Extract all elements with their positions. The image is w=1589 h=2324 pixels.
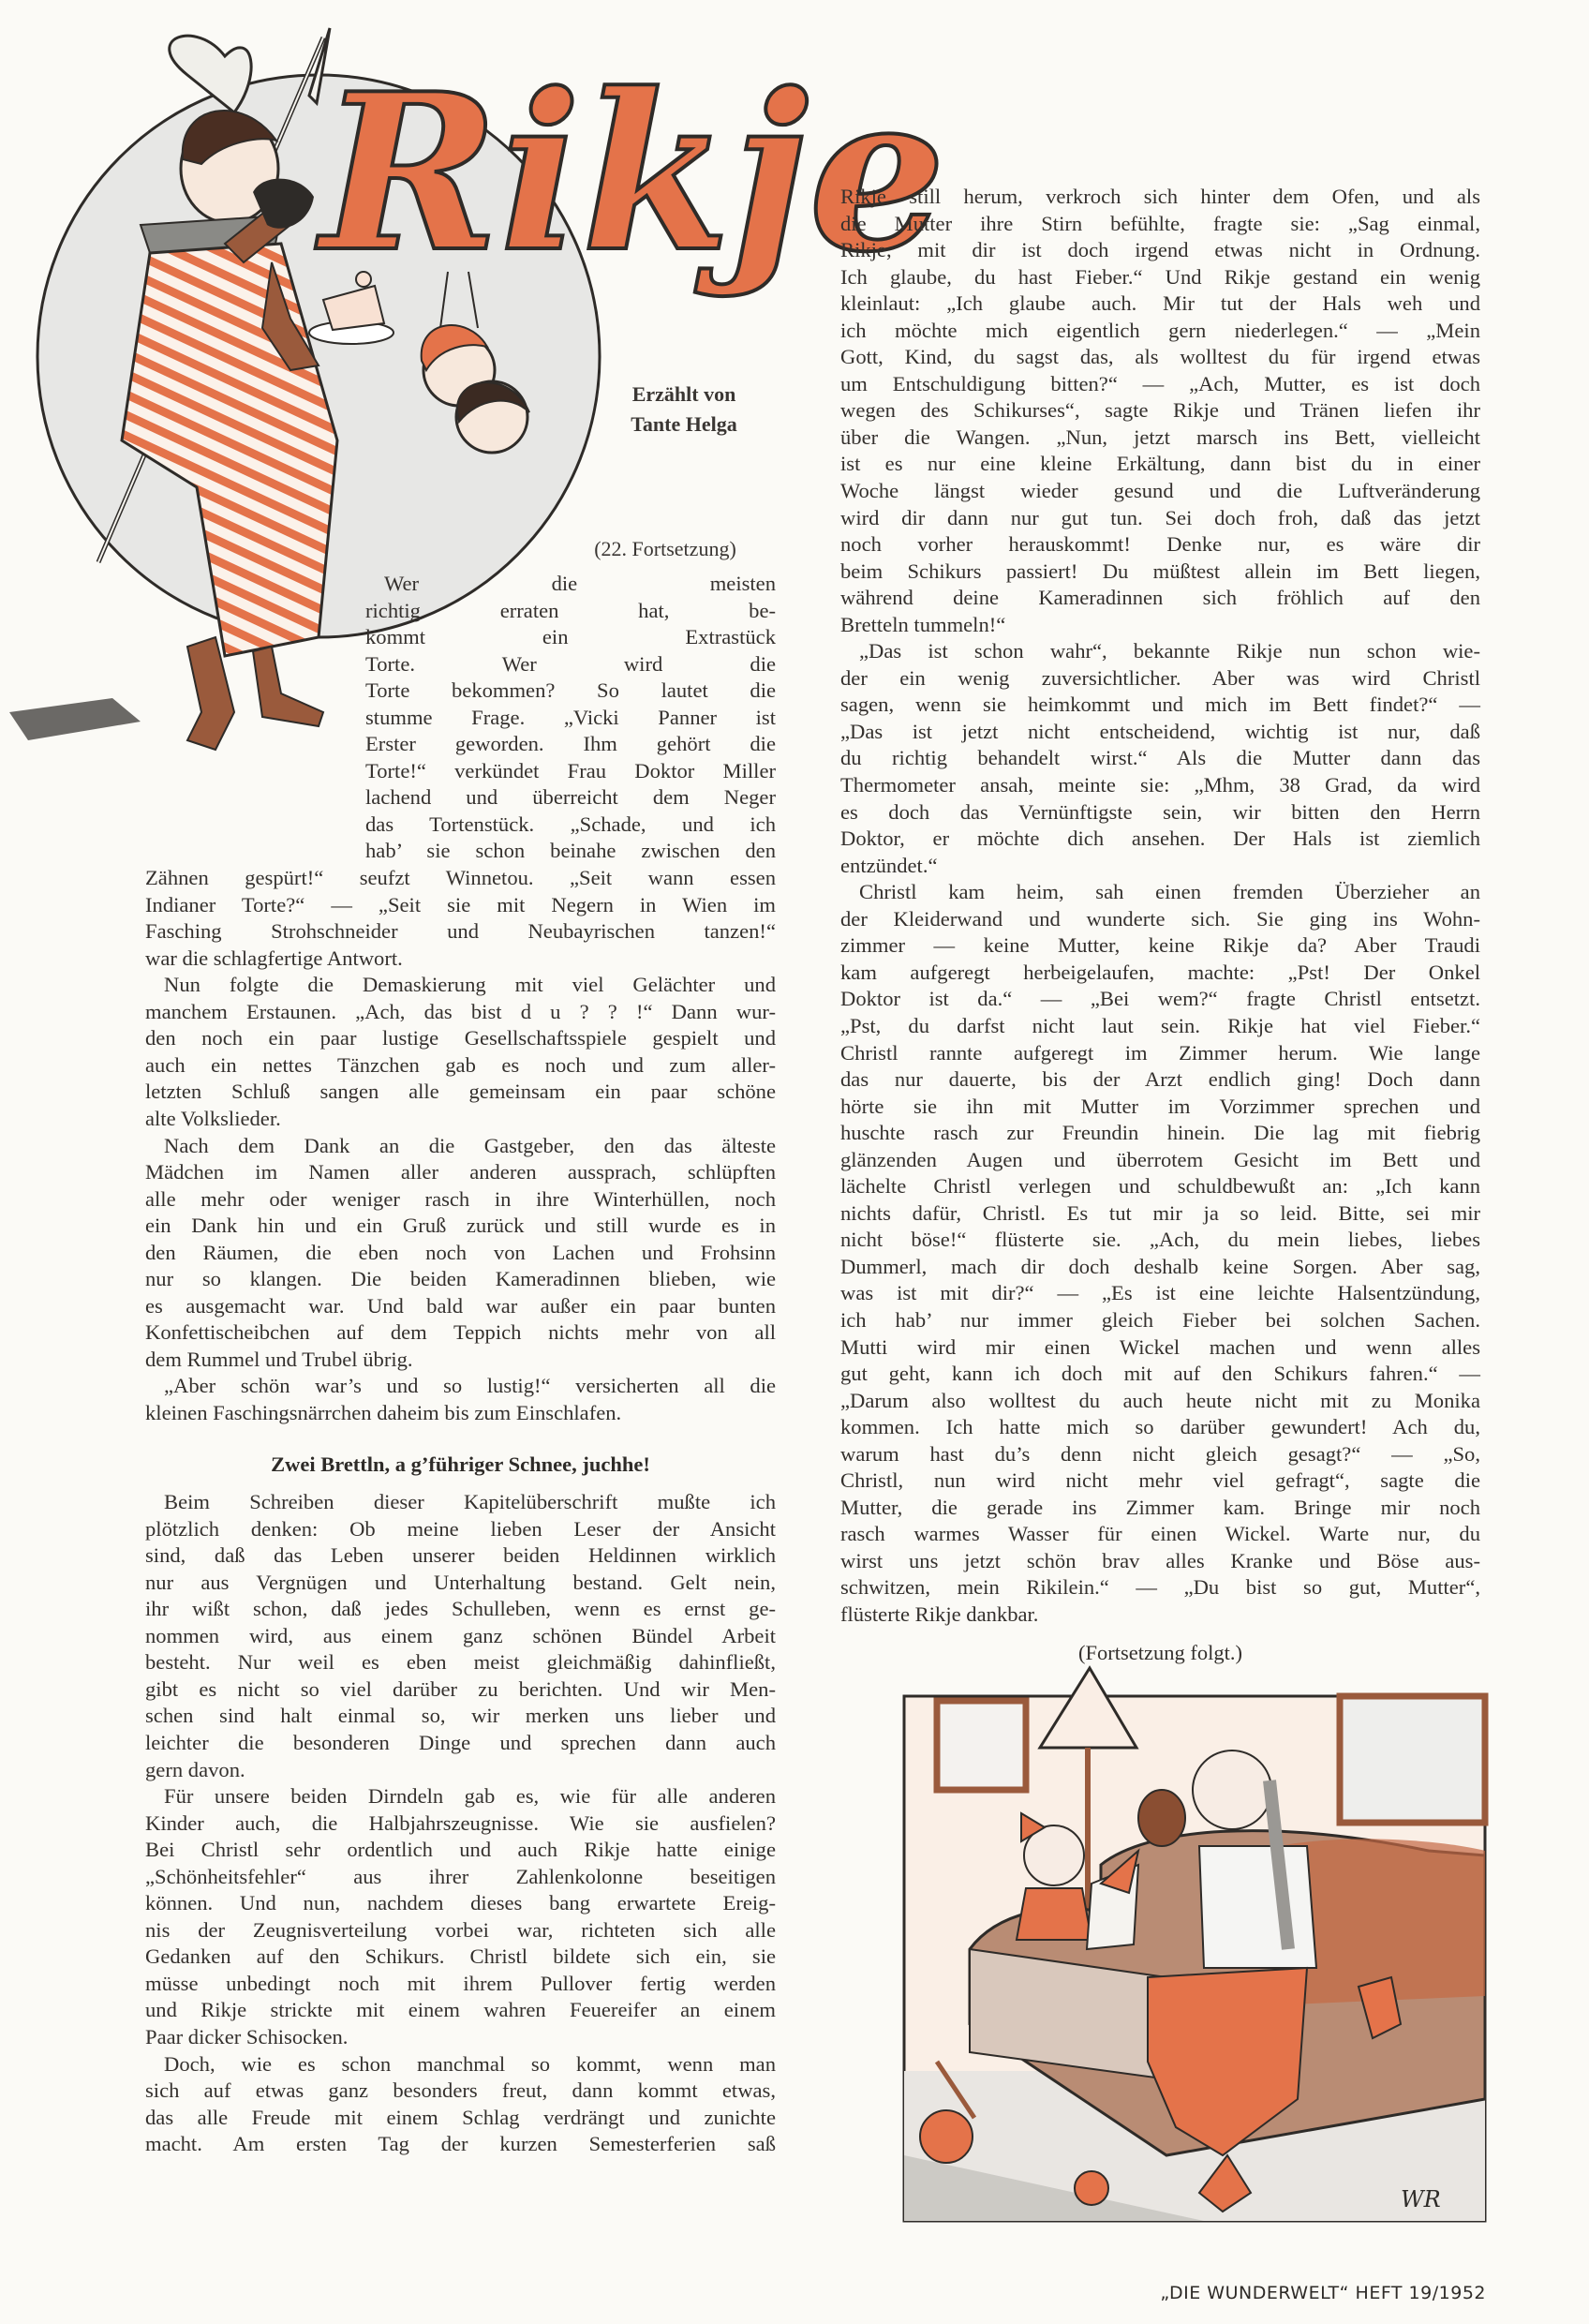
text-line: Zähnen gespürt!“ seufzt Winnetou. „Seit wann essen — [145, 866, 776, 890]
text-line: kommen. Ich hatte mich so darüber gewundert! Ach du, — [840, 1415, 1480, 1439]
text-line: Doch, wie es schon manchmal so kommt, wenn man — [164, 2051, 776, 2076]
paragraph — [145, 1373, 776, 1426]
right-paragraphs — [840, 184, 1480, 1629]
left-column — [145, 865, 776, 2158]
text-line: sagen, wenn sie heimkommt und mich im Bett findet?“ — — [840, 693, 1480, 717]
text-line: richtig erraten hat, be- — [365, 598, 776, 622]
text-line: Erster geworden. Ihm gehört die — [365, 732, 776, 756]
text-line: Gott, Kind, du sagst das, als wolltest du für irgend etwas — [840, 345, 1480, 369]
text-line: zimmer — keine Mutter, keine Rikje da? Aber Traudi — [840, 933, 1480, 958]
to-be-continued: (Fortsetzung folgt.) — [1078, 1640, 1242, 1664]
text-line: Konfettischeibchen auf dem Teppich nichts mehr von all — [145, 1320, 776, 1345]
text-line: Bretteln tummeln!“ — [840, 612, 1006, 636]
text-line: auch ein nettes Tänzchen gab es noch und zum aller- — [145, 1052, 776, 1077]
paragraph — [145, 972, 776, 1132]
text-line: manchem Erstaunen. „Ach, das bist d u ? ? !“ Dann wur- — [145, 999, 776, 1023]
text-line: noch vorher herauskommt! Denke nur, es wäre dir — [840, 532, 1480, 557]
text-line: hörte sie ihn mit Mutter im Vorzimmer sprechen und — [840, 1094, 1480, 1118]
text-line: glänzenden Augen und überrotem Gesicht im Bett und — [840, 1147, 1480, 1171]
text-line: das nur dauerte, bis der Arzt endlich ging! Doch dann — [840, 1067, 1480, 1092]
paragraph — [145, 865, 776, 972]
text-line: Indianer Torte?“ — „Seit sie mit Negern in Wien im — [145, 892, 776, 916]
text-line: Christl, nun wird nicht mehr viel gefragt“, sagte die — [840, 1468, 1480, 1493]
artist-signature: WR — [1401, 2186, 1441, 2212]
text-line: um Entschuldigung bitten?“ — „Ach, Mutter, es ist doch — [840, 371, 1480, 395]
text-line: du richtig behandelt wirst.“ Als die Mutter dann das — [840, 746, 1480, 770]
text-line: huschte rasch zur Freundin hinein. Die lag mit fiebrig — [840, 1121, 1480, 1145]
text-line: Torte!“ verkündet Frau Doktor Miller — [365, 758, 776, 782]
paragraph — [145, 1489, 776, 1783]
text-line: gern davon. — [145, 1757, 245, 1781]
text-line: nicht böse!“ flüsterte sie. „Ach, du mein liebes, liebes — [840, 1228, 1480, 1252]
text-line: Mutter, die gerade ins Zimmer kam. Bringe mir noch — [840, 1495, 1480, 1519]
chapter-paragraphs — [145, 1489, 776, 2158]
chapter-heading: Zwei Brettln, a g’führiger Schnee, juchhe! — [271, 1452, 650, 1476]
text-line: während deine Kameradinnen sich fröhlich auf den — [840, 586, 1480, 610]
text-line: und Rikje strickte mit einem wahren Feuereifer an einem — [145, 1998, 776, 2022]
lead-text-narrow — [365, 571, 776, 678]
text-line: über die Wangen. „Nun, jetzt marsch ins Bett, vielleicht — [840, 425, 1480, 449]
text-line: hab’ sie schon beinahe zwischen den — [365, 839, 776, 863]
text-line: Torte. Wer wird die — [365, 651, 776, 676]
text-line: das Tortenstück. „Schade, und ich — [365, 812, 776, 836]
text-line: macht. Am ersten Tag der kurzen Semesterferien saß — [145, 2132, 776, 2156]
text-line: ich hab’ nur immer gleich Fieber bei solchen Sachen. — [840, 1307, 1480, 1332]
text-line: „Aber schön war’s und so lustig!“ versicherten all die — [164, 1374, 776, 1398]
text-line: warum hast du’s denn nicht gleich gesagt?“ — „So, — [840, 1441, 1480, 1466]
text-line: „Darum also wolltest du auch heute nicht mit zu Monika — [840, 1388, 1480, 1412]
text-line: schen sind halt einmal so, wir merken uns lieber und — [145, 1704, 776, 1728]
paragraph — [840, 184, 1480, 638]
text-line: Nach dem Dank an die Gastgeber, den das älteste — [164, 1133, 776, 1157]
text-line: war die schlagfertige Antwort. — [145, 946, 403, 970]
byline-author: Tante Helga — [631, 412, 737, 436]
room-illustration-svg — [867, 1668, 1490, 2230]
paragraph — [840, 879, 1480, 1628]
text-line: Doktor, er möchte dich ansehen. Der Hals ist ziemlich — [840, 827, 1480, 851]
text-line: kleinen Faschingsnärrchen daheim bis zum Einschlafen. — [145, 1400, 622, 1424]
wall-picture-left — [937, 1701, 1026, 1790]
publication-footer: „DIE WUNDERWELT“ HEFT 19/1952 — [1160, 2283, 1486, 2303]
text-line: beim Schikurs passiert! Du müßtest allein im Bett liegen, — [840, 559, 1480, 583]
text-line: besteht. Nur weil es eben meist gleichmäßig dahinfließt, — [145, 1650, 776, 1675]
text-line: der Kleiderwand und wunderte sich. Sie ging ins Wohn- — [840, 906, 1480, 931]
text-line: können. Und nun, nachdem dieses bang erwartete Ereig- — [145, 1891, 776, 1915]
text-line: Ich glaube, du hast Fieber.“ Und Rikje gestand ein wenig — [840, 264, 1480, 289]
text-line: Beim Schreiben dieser Kapitelüberschrift mußte ich — [164, 1490, 776, 1514]
text-line: alle mehr oder weniger rasch in ihre Winterhüllen, noch — [145, 1186, 776, 1211]
teddy-bear-icon — [1138, 1790, 1185, 1846]
text-line: den Räumen, die eben noch von Lachen und Frohsinn — [145, 1240, 776, 1264]
text-line: Christl kam heim, sah einen fremden Überzieher an — [859, 880, 1480, 904]
byline-line-1: Erzählt von — [631, 382, 736, 406]
text-line: es ausgemacht war. Und bald war außer ein paar bunten — [145, 1293, 776, 1318]
text-line: sich auf etwas ganz besonders freut, dann kommt etwas, — [145, 2078, 776, 2103]
text-line: alte Volkslieder. — [145, 1106, 281, 1130]
text-line: Rikje, mit dir ist doch irgend etwas nicht in Ordnung. — [840, 238, 1480, 262]
text-line: Kinder auch, die Halbjahrszeugnisse. Wie sie ausfielen? — [145, 1810, 776, 1835]
text-line: „Pst, du darfst nicht laut sein. Rikje hat viel Fieber.“ — [840, 1013, 1480, 1037]
text-line: gibt es nicht so viel darüber zu berichten. Und wir Men- — [145, 1676, 776, 1701]
text-line: lachend und überreicht dem Neger — [365, 785, 776, 810]
story-title: Rikje — [320, 47, 946, 300]
paragraph — [145, 2051, 776, 2158]
text-line: flüsterte Rikje dankbar. — [840, 1601, 1039, 1626]
text-line: rasch warmes Wasser für einen Wickel. Warte nur, du — [840, 1522, 1480, 1546]
text-line: nur aus Vergnügen und Unterhaltung bestand. Gelt nein, — [145, 1570, 776, 1594]
text-line: müsse unbedingt noch mit ihrem Pullover fertig werden — [145, 1971, 776, 1995]
text-line: Torte bekommen? So lautet die — [365, 678, 776, 703]
text-line: nommen wird, aus einem ganz schönen Bündel Arbeit — [145, 1623, 776, 1647]
text-line: „Das ist schon wahr“, bekannte Rikje nun schon wie- — [859, 639, 1480, 663]
christl-head — [1193, 1750, 1271, 1829]
text-line: letzten Schluß sangen alle gemeinsam ein paar schöne — [145, 1080, 776, 1104]
text-line: ich möchte mich eigentlich gern niederlegen.“ — „Mein — [840, 318, 1480, 342]
text-line: wirst uns jetzt schön brav alles Kranke und Böse aus- — [840, 1548, 1480, 1572]
text-line: „Schönheitsfehler“ aus ihrer Zahlenkolonne beseitigen — [145, 1864, 776, 1888]
text-line: nur so klangen. Die beiden Kameradinnen blieben, wie — [145, 1267, 776, 1291]
text-line: nichts dafür, Christl. Es tut mir ja so leid. Bitte, sei mir — [840, 1200, 1480, 1225]
text-line: „Das ist jetzt nicht entscheidend, wichtig ist nur, daß — [840, 719, 1480, 743]
text-line: Rikje still herum, verkroch sich hinter dem Ofen, und als — [840, 185, 1480, 208]
right-column — [840, 184, 1480, 1666]
text-line: dem Rummel und Trubel übrig. — [145, 1347, 413, 1371]
text-line: der ein wenig zuversichtlicher. Aber was wird Christl — [840, 665, 1480, 690]
text-line: kommt ein Extrastück — [365, 625, 776, 649]
text-line: das alle Freude mit einem Schlag verdrängt und zunichte — [145, 2105, 776, 2129]
text-line: Wer die meisten — [384, 572, 776, 595]
continuation-number: (22. Fortsetzung) — [594, 537, 736, 560]
left-paragraphs — [145, 865, 776, 1426]
paragraph — [840, 638, 1480, 879]
text-line: Nun folgte die Demaskierung mit viel Gelächter und — [164, 973, 776, 997]
text-line: Woche längst wieder gesund und die Luftveränderung — [840, 479, 1480, 503]
text-line: Thermometer ansah, meinte sie: „Mhm, 38 Grad, da wird — [840, 773, 1480, 797]
text-line: ihr wißt schon, daß jedes Schulleben, wenn es ernst ge- — [145, 1597, 776, 1621]
text-line: kam aufgeregt herbeigelaufen, machte: „Pst! Der Onkel — [840, 960, 1480, 984]
text-line: wird dir dann nur gut tun. Sei doch froh, daß das jetzt — [840, 505, 1480, 529]
yarn-ball-icon — [1075, 2171, 1108, 2205]
toy-cart-icon — [920, 2110, 973, 2163]
text-line: stumme Frage. „Vicki Panner ist — [365, 705, 776, 729]
text-line: den noch ein paar lustige Gesellschaftsspiele gespielt und — [145, 1026, 776, 1050]
room-illustration — [867, 1668, 1490, 2230]
paragraph — [145, 1133, 776, 1374]
text-line: Für unsere beiden Dirndeln gab es, wie für alle anderen — [164, 1784, 776, 1809]
text-line: Gedanken auf den Schikurs. Christl bildete sich ein, sie — [145, 1944, 776, 1969]
text-line: Paar dicker Schisocken. — [145, 2025, 349, 2049]
text-line: kleinlaut: „Ich glaube auch. Mir tut der Hals weh und — [840, 291, 1480, 316]
text-line: ein Dank hin und ein Gruß zurück und still wurde es in — [145, 1214, 776, 1238]
white-sweater — [1199, 1846, 1316, 1968]
text-line: ist es nur eine kleine Erkältung, dann bist du in einer — [840, 452, 1480, 476]
paragraph — [145, 1783, 776, 2050]
text-line: Fasching Strohschneider und Neubayrischen tanzen!“ — [145, 919, 776, 944]
text-line: Doktor ist da.“ — „Bei wem?“ fragte Christl entsetzt. — [840, 987, 1480, 1011]
byline — [600, 380, 768, 439]
text-line: entzündet.“ — [840, 853, 938, 877]
text-line: wegen des Schikurses“, sagte Rikje und Tränen liefen ihr — [840, 398, 1480, 423]
lead-text-mid — [365, 678, 776, 865]
text-line: was ist mit dir?“ — „Es ist eine leichte Halsentzündung, — [840, 1281, 1480, 1305]
text-line: sind, daß das Leben unserer beiden Heldinnen wirklich — [145, 1543, 776, 1568]
wall-picture-right — [1340, 1696, 1485, 1823]
text-line: es doch das Vernünftigste sein, wir bitten den Herrn — [840, 799, 1480, 824]
text-line: Mutti wird mir einen Wickel machen und wenn alles — [840, 1334, 1480, 1359]
text-line: lächelte Christl verlegen und schuldbewußt an: „Ich kann — [840, 1174, 1480, 1199]
text-line: nis der Zeugnisverteilung vorbei war, richteten sich alle — [145, 1917, 776, 1942]
text-line: Mädchen im Namen aller anderen aussprach, schlüpften — [145, 1160, 776, 1184]
text-line: leichter die besonderen Dinge und sprechen dann auch — [145, 1731, 776, 1754]
text-line: die Mutter ihre Stirn befühlte, fragte sie: „Sag einmal, — [840, 211, 1480, 235]
text-line: gut geht, kann ich doch mit auf den Schikurs fahren.“ — — [840, 1362, 1480, 1386]
text-line: Dummerl, mach dir doch deshalb keine Sorgen. Aber sag, — [840, 1254, 1480, 1278]
text-line: plötzlich denken: Ob meine lieben Leser der Ansicht — [145, 1516, 776, 1541]
text-line: Christl rannte aufgeregt im Zimmer herum. Wie lange — [840, 1040, 1480, 1065]
text-line: Bei Christl sehr ordentlich und auch Rikje hatte einige — [145, 1838, 776, 1862]
text-line: schwitzen, mein Rikilein.“ — „Du bist so gut, Mutter“, — [840, 1575, 1480, 1600]
